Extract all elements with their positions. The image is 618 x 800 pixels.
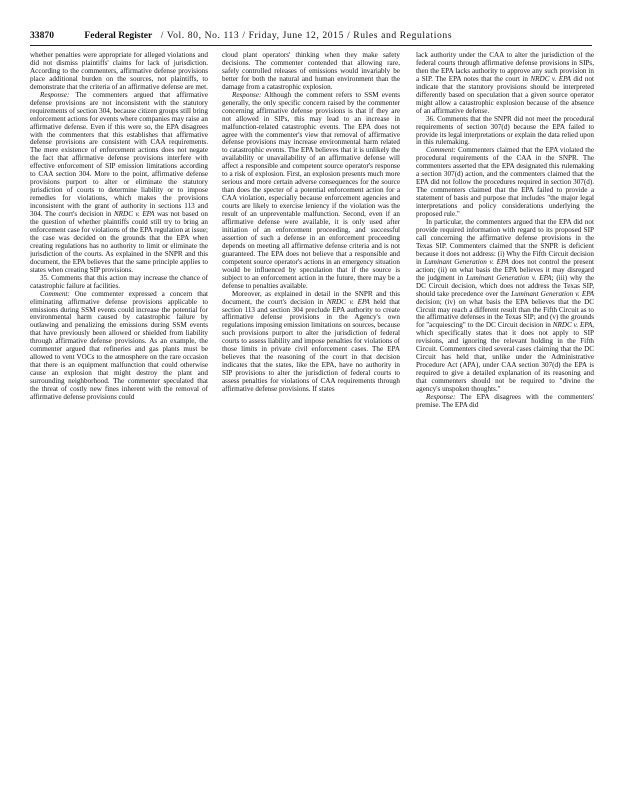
paragraph: Response: Although the comment refers to SSM events generally, the only specific concern raised by the commenter concerning affirmative defense provisions is that if they are not allowed in SIPs, this may lead to an increase in malfunction-related catastrophic events. The EPA does not agree with the commenter's view that removal of affirmative defense provisions may increase environmental harm related to catastrophic events. The EPA believes that it is unlikely the availability or unavailability of an affirmative defense will affect a responsible and competent source operator's response to a risk of explosion. First, an explosion presents much more serious and more certain adverse consequences for the source than does the specter of a potential enforcement action for a CAA violation, especially because enforcement agencies and courts are likely to exercise leniency if the violation was the result of an unpreventable malfunction. Second, even if an affirmative defense were available, it is only used after initiation of an enforcement proceeding, and successful assertion of such a defense in an enforcement proceeding depends on meeting all affirmative defense criteria and is not guaranteed. The EPA does not believe that a responsible and competent source operator's actions in an emergency situation would be influenced by speculation that if the source is subject to an enforcement action in the future, there may be a defense to penalties available. <box>222 90 400 290</box>
paragraph: Comment: One commenter expressed a concern that eliminating affirmative defense provisions applicable to emissions during SSM events could increase the potential for environmental harm caused by catastrophic failure by outlawing and penalizing the emissions during SSM events that have previously been allowed or shielded from liability through affirmative defense provisions. As an example, the commenter argued that refineries and gas plants must be allowed to vent VOCs to the atmosphere on the rare occasion that there is an equipment malfunction that could otherwise cause an explosion that might destroy the plant and surrounding neighborhood. The commenter speculated that the threat of costly new fines inherent with the removal of affirmative defense provisions could <box>30 289 208 401</box>
paragraph: Moreover, as explained in detail in the SNPR and this document, the court's decision in NRDC v. EPA held that section 113 and section 304 preclude EPA authority to create affirmative defense provisions in the Agency's own regulations imposing emission limitations on sources, because such provisions purport to alter the jurisdiction of federal courts to assess liability and impose penalties for violations of those limits in private civil enforcement cases. The EPA believes that the reasoning of the court in that decision indicates that the states, like the EPA, have no authority in SIP provisions to alter the jurisdiction of federal courts to assess penalties for violations of CAA requirements through affirmative defense provisions. If states <box>222 289 400 394</box>
paragraph: 36. Comments that the SNPR did not meet the procedural requirements of section 307(d) because the EPA failed to provide its legal interpretations or explain the data relied upon in this rulemaking. <box>416 114 594 147</box>
page-header <box>30 30 592 46</box>
paragraph: cloud plant operators' thinking when they make safety decisions. The commenter contended that allowing rare, safely controlled releases of emissions would invariably be better for both the natural and human environment than the damage from a catastrophic explosion. <box>222 52 400 91</box>
paragraph: In particular, the commenters argued that the EPA did not provide required information with regard to its proposed SIP call concerning the affirmative defense provisions in the Texas SIP. Commenters claimed that the SNPR is deficient because it does not address: (i) Why the Fifth Circuit decision in Luminant Generation v. EPA does not control the present action; (ii) on what basis the EPA believes it may disregard the judgment in Luminant Generation v. EPA; (iii) why the DC Circuit decision, which does not address the Texas SIP, should take precedence over the Luminant Generation v. EPA decision; (iv) on what basis the EPA believes that the DC Circuit may reach a different result than the Fifth Circuit as to the affirmative defenses in the Texas SIP; and (v) the grounds for "acquiescing" to the DC Circuit decision in NRDC v. EPA, which specifically states that it does not apply to SIP revisions, and ignoring the relevant holding in the Fifth Circuit. Commenters cited several cases claiming that the DC Circuit has held that, unlike under the Administrative Procedure Act (APA), under CAA section 307(d) the EPA is required to give a detailed explanation of its reasoning and that commenters should not be required to "divine the agency's unspoken thoughts." <box>416 218 594 394</box>
text-column-1 <box>30 52 208 782</box>
text-column-3 <box>416 52 594 782</box>
issue-info: / Vol. 80, No. 113 / Friday, June 12, 2015 / Rules and Regulations <box>160 30 453 41</box>
publication-title: Federal Register <box>84 30 153 41</box>
paragraph: Response: The commenters argued that affirmative defense provisions are not inconsistent with the statutory requirements of section 304, because citizen groups still bring enforcement actions for events where companies may raise an affirmative defense. Even if this were so, the EPA disagrees with the commenters that this establishes that affirmative defense provisions are consistent with CAA requirements. The mere existence of enforcement actions does not negate the fact that affirmative defense provisions interfere with effective enforcement of SIP emission limitations according to CAA section 304. More to the point, affirmative defense provisions purport to alter or eliminate the statutory jurisdiction of courts to determine liability or to impose remedies for violations, which makes the provisions inconsistent with the grant of authority in sections 113 and 304. The court's decision in NRDC v. EPA was not based on the question of whether plaintiffs could still try to bring an enforcement case for violations of the EPA regulation at issue; the case was decided on the grounds that the EPA when creating regulations has no authority to limit or eliminate the jurisdiction of the courts. As explained in the SNPR and this document, the EPA believes that the same principle applies to states when creating SIP provisions. <box>30 90 208 274</box>
paragraph: 35. Comments that this action may increase the chance of catastrophic failure at facilities. <box>30 273 208 290</box>
text-column-2 <box>222 52 400 782</box>
page-number: 33870 <box>30 30 54 41</box>
paragraph: lack authority under the CAA to alter the jurisdiction of the federal courts through affirmative defense provisions in SIPs, then the EPA lacks authority to approve any such provision in a SIP. The EPA notes that the court in NRDC v. EPA did not indicate that the statutory provisions should be interpreted differently based on speculation that a given source operator might allow a catastrophic explosion because of the absence of an affirmative defense. <box>416 52 594 115</box>
paragraph: whether penalties were appropriate for alleged violations and did not dismiss plaintiffs' claims for lack of jurisdiction. According to the commenters, affirmative defense provisions place additional burden on the sources, not plaintiffs, to demonstrate that the criteria of an affirmative defense are met. <box>30 52 208 91</box>
paragraph: Response: The EPA disagrees with the commenters' premise. The EPA did <box>416 392 594 409</box>
header-rule <box>30 45 592 46</box>
paragraph: Comment: Commenters claimed that the EPA violated the procedural requirements of the CAA in the SNPR. The commenters asserted that the EPA designated this rulemaking a section 307(d) action, and the commenters claimed that the EPA did not follow the procedures required in section 307(d). The commenters claimed that the EPA failed to provide a statement of basis and purpose that includes "the major legal interpretations and policy considerations underlying the proposed rule." <box>416 146 594 219</box>
